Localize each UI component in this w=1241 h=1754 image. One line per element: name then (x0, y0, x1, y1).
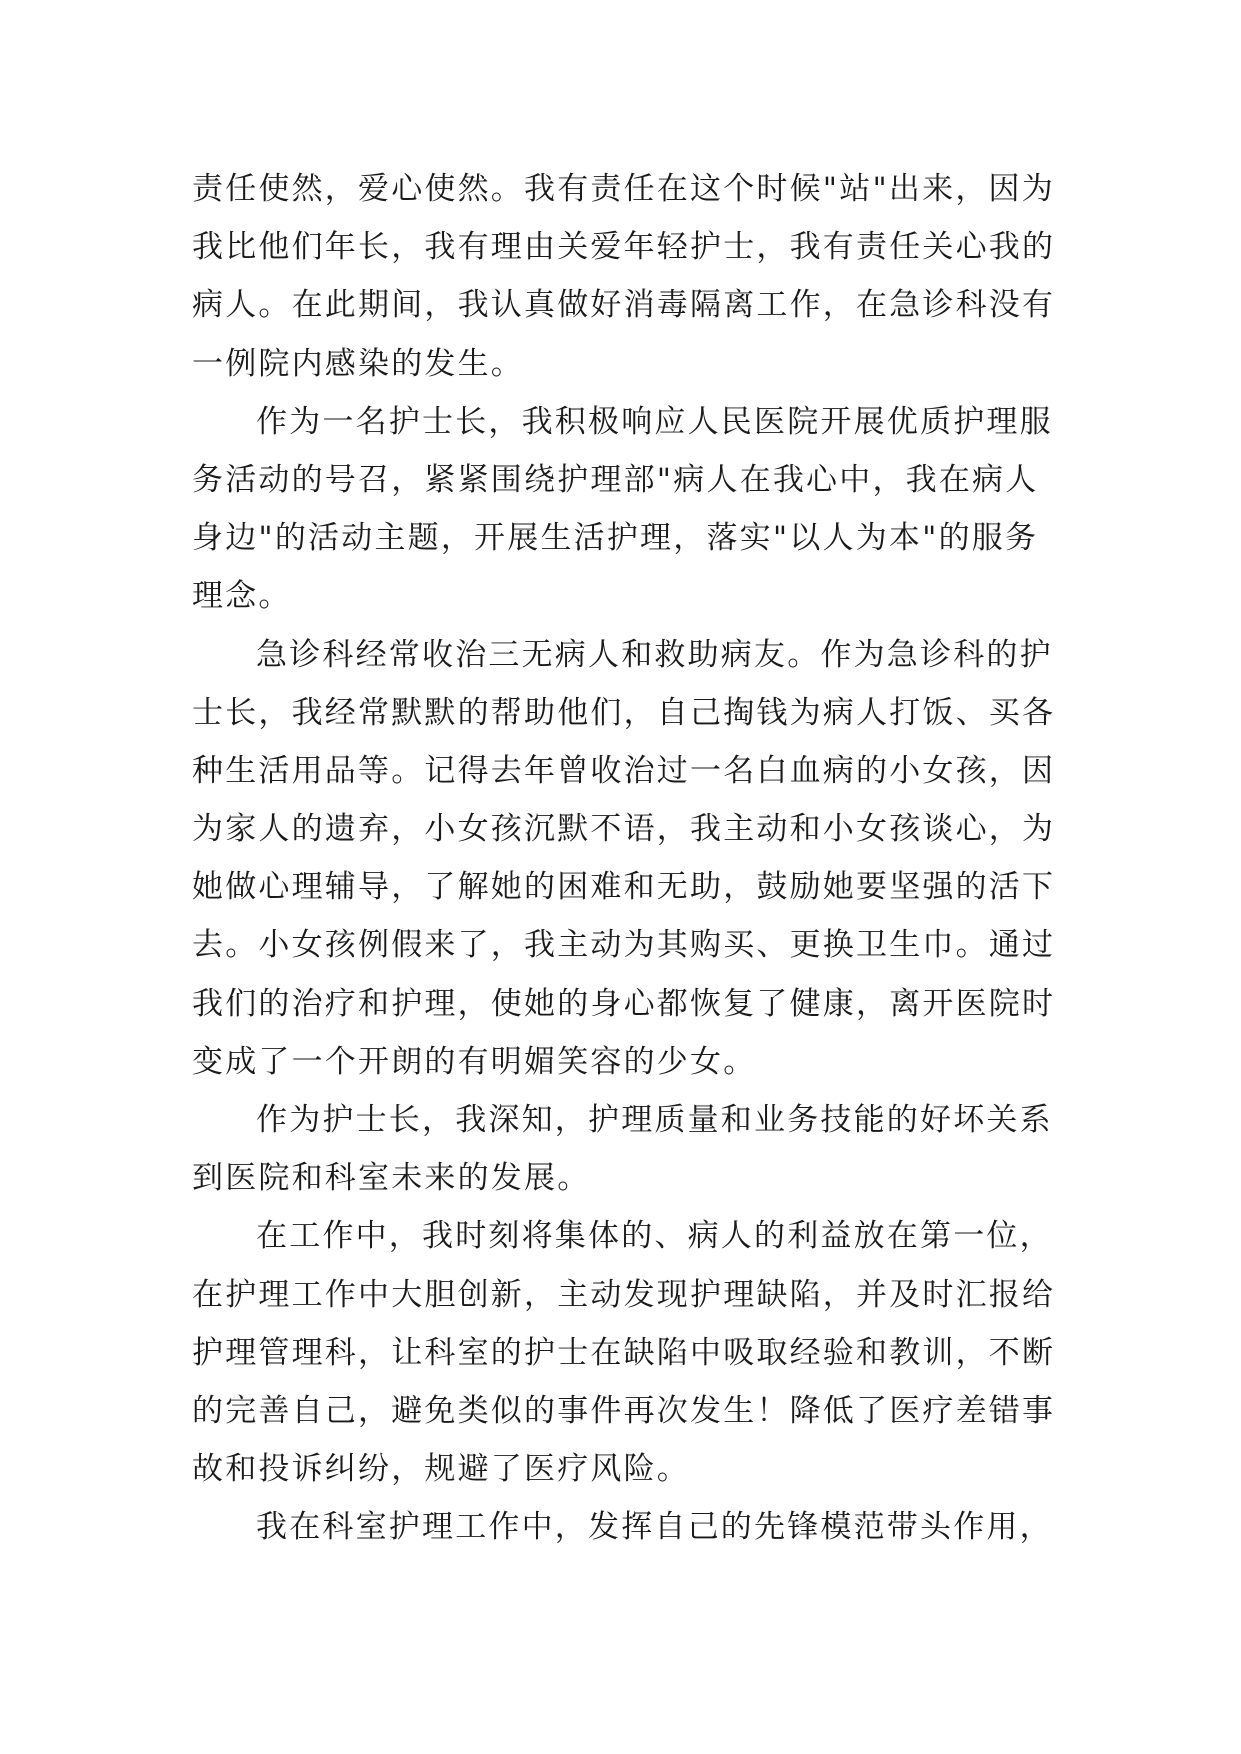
text-line: 为家人的遗弃，小女孩沉默不语，我主动和小女孩谈心，为 (192, 811, 1056, 848)
text-line: 故和投诉纠纷，规避了医疗风险。 (192, 1451, 690, 1488)
paragraph-first-line: 作为一名护士长，我积极响应人民医院开展优质护理服 (256, 403, 1053, 440)
text-line: 务活动的号召，紧紧围绕护理部"病人在我心中，我在病人 (192, 461, 1039, 498)
text-line: 理念。 (192, 578, 292, 615)
text-line: 她做心理辅导，了解她的困难和无助，鼓励她要坚强的活下 (192, 869, 1056, 906)
text-line: 我比他们年长，我有理由关爱年轻护士，我有责任关心我的 (192, 229, 1056, 266)
text-line: 到医院和科室未来的发展。 (192, 1160, 591, 1197)
text-line: 在护理工作中大胆创新，主动发现护理缺陷，并及时汇报给 (192, 1276, 1056, 1313)
text-line: 护理管理科，让科室的护士在缺陷中吸取经验和教训，不断 (192, 1334, 1056, 1371)
body-text (192, 160, 1072, 1557)
text-line: 病人。在此期间，我认真做好消毒隔离工作，在急诊科没有 (192, 287, 1056, 324)
text-line: 的完善自己，避免类似的事件再次发生！降低了医疗差错事 (192, 1392, 1056, 1429)
paragraph-first-line: 在工作中，我时刻将集体的、病人的利益放在第一位， (256, 1218, 1053, 1255)
text-line: 身边"的活动主题，开展生活护理，落实"以人为本"的服务 (192, 520, 1039, 557)
text-line: 责任使然，爱心使然。我有责任在这个时候"站"出来，因为 (192, 171, 1055, 207)
paragraph-first-line: 我在科室护理工作中，发挥自己的先锋模范带头作用， (256, 1509, 1053, 1546)
text-line: 一例院内感染的发生。 (192, 345, 524, 382)
text-line: 去。小女孩例假来了，我主动为其购买、更换卫生巾。通过 (192, 927, 1056, 964)
text-line: 种生活用品等。记得去年曾收治过一名白血病的小女孩，因 (192, 752, 1056, 789)
text-line: 我们的治疗和护理，使她的身心都恢复了健康，离开医院时 (192, 985, 1056, 1022)
text-line: 士长，我经常默默的帮助他们，自己掏钱为病人打饭、买各 (192, 694, 1056, 731)
paragraph-first-line: 急诊科经常收治三无病人和救助病友。作为急诊科的护 (256, 636, 1053, 673)
paragraph-first-line: 作为护士长，我深知，护理质量和业务技能的好坏关系 (256, 1102, 1053, 1138)
text-line: 变成了一个开朗的有明媚笑容的少女。 (192, 1043, 757, 1080)
